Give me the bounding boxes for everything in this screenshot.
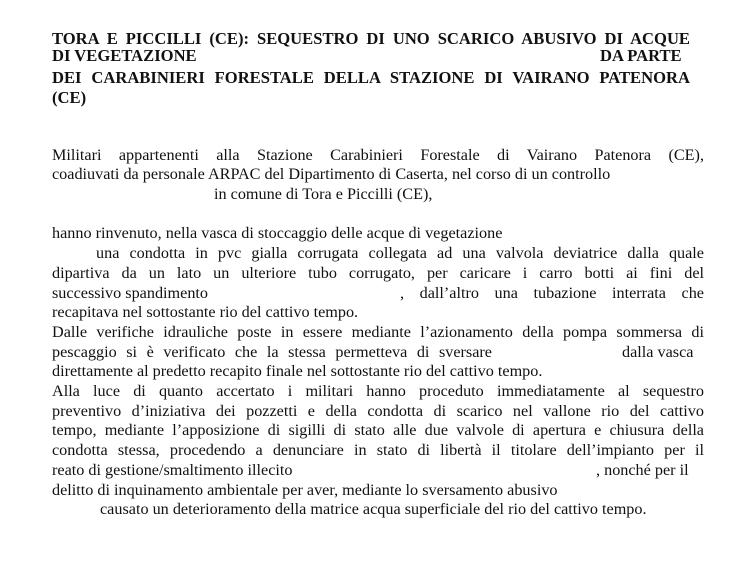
body-line: causato un deterioramento della matrice acqua superficiale del rio del cattivo tempo. — [100, 500, 647, 518]
body-line: pescaggio si è verificato che la stessa permetteva di sversare — [52, 343, 492, 361]
body-line: recapitava nel sottostante rio del cattivo tempo. — [52, 303, 359, 321]
body-line: dalla vasca — [622, 343, 694, 361]
title-line-1: TORA E PICCILLI (CE): SEQUESTRO DI UNO SCARICO ABUSIVO DI ACQUE — [52, 29, 690, 48]
body-line: successivo spandimento — [52, 284, 209, 302]
body-line: reato di gestione/smaltimento illecito — [52, 461, 293, 479]
body-line: , dall’altro una tubazione interrata che — [400, 284, 704, 302]
title-line-2-right: DA PARTE — [600, 46, 682, 65]
body-line: condotta stessa, procedendo a denunciare in stato di libertà il titolare dell’impianto per il — [52, 441, 704, 459]
body-line: coadiuvati da personale ARPAC del Dipartimento di Caserta, nel corso di un controllo — [52, 165, 611, 183]
body-line: in comune di Tora e Piccilli (CE), — [214, 185, 433, 203]
body-line: tempo, mediante l’apposizione di sigilli di stato alle due valvole di apertura e chiusura della — [52, 421, 704, 439]
body-line: hanno rinvenuto, nella vasca di stoccaggio delle acque di vegetazione — [52, 224, 503, 242]
body-line: , nonché per il — [596, 461, 689, 479]
body-line: preventivo d’iniziativa dei pozzetti e della condotta di scarico nel vallone rio del cattivo — [52, 402, 704, 420]
title-line-4: (CE) — [52, 88, 87, 107]
title-line-3: DEI CARABINIERI FORESTALE DELLA STAZIONE DI VAIRANO PATENORA — [52, 68, 690, 87]
body-line: direttamente al predetto recapito finale nel sottostante rio del cattivo tempo. — [52, 362, 543, 380]
body-line: Alla luce di quanto accertato i militari hanno proceduto immediatamente al sequestro — [52, 382, 704, 400]
body-line: una condotta in pvc gialla corrugata collegata ad una valvola deviatrice dalla quale — [96, 244, 704, 262]
body-line: Militari appartenenti alla Stazione Carabinieri Forestale di Vairano Patenora (CE), — [52, 146, 704, 164]
title-line-2: DI VEGETAZIONE — [52, 46, 197, 65]
body-line: Dalle verifiche idrauliche poste in essere mediante l’azionamento della pompa sommersa di — [52, 323, 704, 341]
body-line: delitto di inquinamento ambientale per aver, mediante lo sversamento abusivo — [52, 481, 558, 499]
body-line: dipartiva da un lato un ulteriore tubo corrugato, per caricare i carro botti ai fini del — [52, 264, 704, 282]
